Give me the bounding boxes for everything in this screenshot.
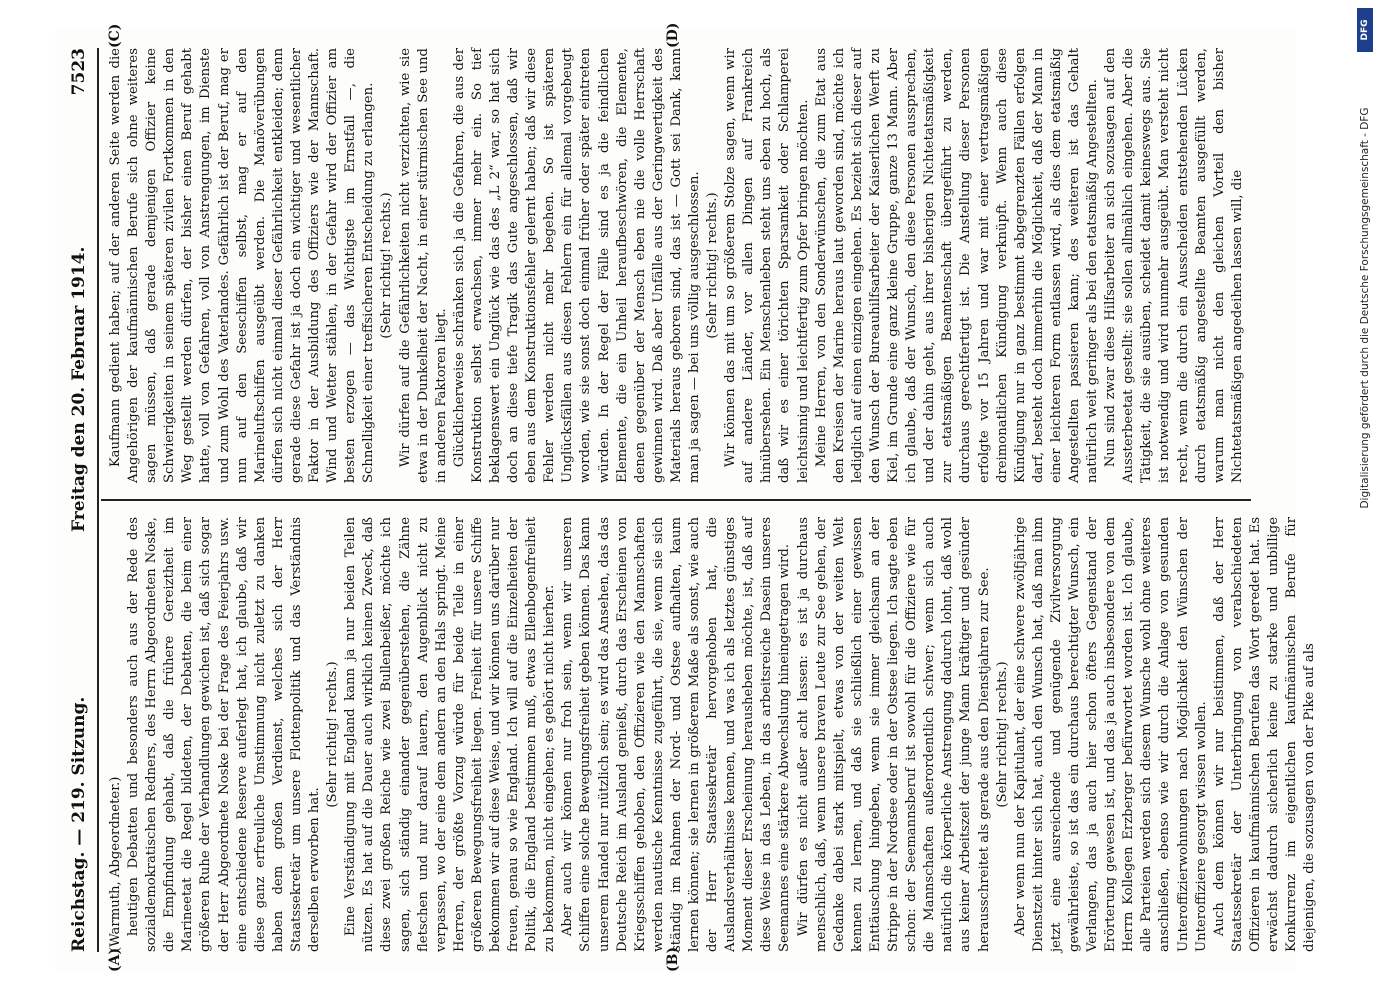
- page-header: [63, 48, 99, 952]
- dfg-logo-badge: [1357, 8, 1373, 52]
- header-date: Freitag den 20. Februar 1914.: [69, 246, 89, 532]
- dfg-logo-text: DFG: [1360, 19, 1370, 41]
- paragraph: Auch dem können wir nur beistimmen, daß der Herr Staatssekretär der Unterbringung von verabschiedeten Offizieren in kaufmännischen Berufen das Wort geredet hat. Es erwächst dadurch sicherlich keine zu starke und unbillige Konkurrenz im eigentlichen kaufmännischen Berufe für diejenigen, die sozusagen von der Pike auf als: [1211, 517, 1318, 952]
- margin-marker-b: (B): [665, 946, 681, 972]
- rotated-newspaper-page: [55, 22, 1318, 972]
- paragraph: heutigen Debatten und besonders auch aus der Rede des sozialdemokratischen Redners, des Herrn Abgeordneten Noske, die Empfindung gehabt, daß die frühere Gereiztheit im Marineetat die Regel bildeten, der Debatten, die beim einer größeren Ruhe der Verhandlungen gewichen ist, daß sich sogar der Herr Abgeordnete Noske bei der Frage des Feierjahrs usw. eine entschiedene Reserve auferlegt hat, ich glaube, daß wir diese ganz erfreuliche Umstimmung nicht zuletzt zu danken haben dem großen Verdienst, welches sich der Herr Staatssekretär um unsere Flottenpolitik und das Verständnis derselben erworben hat.: [126, 517, 323, 952]
- paragraph: Kaufmann gedient haben; auf der anderen Seite werden die Angehörigen der kaufmännischen Berufe sich ohne weiteres sagen müssen, daß gerade demjenigen Offizier keine Schwierigkeiten in seinem späteren zivilen Fortkommen in den Weg gestellt werden dürfen, der bisher einen Beruf gehabt hatte, voll von Gefahren, voll von Anstrengungen, im Dienste und zum Wohl des Vaterlandes. Gefährlich ist der Beruf, mag er nun auf den Seeschiffen selbst, mag er auf den Marineluftschiffen ausgeübt werden. Die Manöverübungen dürfen sich nicht einmal dieser Gefährlichkeit entkleiden; denn gerade diese Gefahr ist ja doch ein wichtiger und wesentlicher Faktor in der Ausbildung des Offiziers wie der Mannschaft. Wind und Wetter stählen, in der Gefahr wird der Offizier am besten erzogen — das Wichtigste im Ernstfall —, die Schnelligkeit einer treffsicheren Entscheidung zu erlangen.: [108, 48, 377, 483]
- page-number: 7523: [69, 48, 89, 96]
- credit-text: Digitalisierung gefördert durch die Deutsche Forschungsgemeinschaft - DFG: [1359, 107, 1371, 509]
- margin-marker-a: (A): [107, 947, 123, 972]
- paragraph: (Warmuth, Abgeordneter.): [108, 776, 123, 952]
- interjection: (Sehr richtig! rechts.): [705, 192, 721, 339]
- header-session: Reichstag. — 219. Sitzung.: [69, 696, 89, 952]
- paragraph: Wir können das mit um so größerem Stolze sagen, wenn wir auf andere Länder, vor allen Dingen auf Frankreich hinübersehen. Ein Menschenleben steht uns eben zu hoch, als daß wir es einer törichten Sparsamkeit oder Schlamperei leichtsinnig und leichtfertig zum Opfer bringen möchten.: [723, 48, 811, 483]
- interjection: (Sehr richtig! rechts.): [994, 661, 1010, 808]
- margin-marker-c: (C): [107, 23, 123, 48]
- interjection: (Sehr richtig! rechts.): [325, 661, 341, 808]
- paragraph: Meine Herren, von den Sonderwünschen, die zum Etat aus den Kreisen der Marine heraus laut geworden sind, möchte ich lediglich auf einen einzigen eingehen. Es bezieht sich dieser auf den Wunsch der Bureauhilfsarbeiter der Kaiserlichen Werft zu Kiel, im Grunde eine ganz kleine Gruppe, ganze 13 Mann. Aber ich glaube, daß der Wunsch, den diese Personen aussprechen, und der dahin geht, aus ihrer bisherigen Nichtetatsmäßigkeit zur etatsmäßigen Beamtenschaft übergeführt zu werden, durchaus gerechtfertigt ist. Die Anstellung dieser Personen erfolgte vor 15 Jahren und war mit einer vertragsmäßigen dreimonatlichen Kündigung verknüpft. Wenn auch diese Kündigung nur in ganz bestimmt abgegrenzten Fällen erfolgen darf, besteht doch immerhin die Möglichkeit, daß der Mann in einer leichteren Form entlassen wird, als dies dem etatsmäßig Angestellten passieren kann; des weiteren ist das Gehalt natürlich weit geringer als bei den etatsmäßig Angestellten.: [813, 48, 1101, 483]
- paragraph: Nun sind zwar diese Hilfsarbeiter an sich sozusagen auf den Aussterbeetat gestellt: sie sollen allmählich eingehen. Aber die Tätigkeit, die sie ausüben, scheidet damit keineswegs aus. Sie ist notwendig und wird nunmehr ausgeübt. Man versteht nicht recht, wenn die durch ein Ausscheiden entstehenden Lücken durch etatsmäßig angestellte Beamten ausgefüllt werden, warum man nicht den gleichen Vorteil den bisher Nichtetatsmäßigen angedeihen lassen will, die: [1103, 48, 1245, 483]
- right-text-column: [107, 48, 1245, 483]
- paragraph: Glücklicherweise schränken sich ja die Gefahren, die aus der Konstruktion selbst erwachsen, immer mehr ein. So tief beklagenswert ein Unglück wie das des „L 2“ war, so hat sich doch an diese tiefe Tragik das Gute angeschlossen, daß wir eben aus dem Konstruktionsfehler gelernt haben; daß wir diese Fehler werden nicht mehr begehen. So ist späteren Unglücksfällen aus diesen Fehlern ein für allemal vorgebeugt worden, wie sie sonst doch einmal früher oder später eintreten würden. In der Regel der Fälle sind es ja die feindlichen Elemente, die ein Unheil heraufbeschwören, die Elemente, denen gegenüber der Mensch eben nie die volle Herrschaft gewinnen wird. Daß aber Unfälle aus der Geringwertigkeit des Materials heraus geboren sind, das ist — Gott sei Dank, kann man ja sagen — bei uns völlig ausgeschlossen.: [451, 48, 702, 483]
- paragraph: Wir dürfen auf die Gefährlichkeiten nicht verzichten, wie sie etwa in der Dunkelheit der Nacht, in einer stürmischen See und in anderen Faktoren liegt.: [397, 48, 449, 483]
- interjection: (Sehr richtig! rechts.): [379, 192, 395, 339]
- column-divider: [101, 499, 1251, 501]
- paragraph: Wir dürfen es nicht außer acht lassen: es ist ja durchaus menschlich, daß, wenn unsere braven Leute zur See gehen, der Gedanke dabei stark mitspielt, etwas von der weiten Welt kennen zu lernen, und daß sie schließlich einer gewissen Enttäuschung hingeben, wenn sie immer gleichsam an der Strippe in der Nordsee oder in der Ostsee liegen. Ich sagte eben schon: der Seemannsberuf ist sowohl für die Offiziere wie für die Mannschaften außerordentlich schwer; wenn sich auch natürlich die körperliche Anstrengung dadurch lohnt, daß wohl aus keiner Arbeitszeit der junge Mann kräftiger und gesünder herausschreitet als gerade aus den Dienstjahren zur See.: [795, 517, 992, 952]
- paragraph: Eine Verständigung mit England kann ja nur beiden Teilen nützen. Es hat auf die Dauer auch wirklich keinen Zweck, daß diese zwei großen Reiche wie zwei Bullenbeißer, möchte ich sagen, sich ständig einander gegenüberstehen, die Zähne fletschen und nur darauf lauern, den Augenblick nicht zu verpassen, wo der eine dem andern an den Hals springt. Meine Herren, der größte Vorzug würde für beide Teile in einer größeren Bewegungsfreiheit liegen. Freiheit für unsere Schiffe bekommen wir auf diese Weise, und wir können uns darüber nur freuen, genau so wie England. Ich will auf die Einzelheiten der Politik, die England bestimmen muß, etwas Ellenbogenfreiheit zu bekommen, nicht eingehen; es gehört nicht hierher.: [343, 517, 558, 952]
- digitization-credit: [1352, 8, 1378, 994]
- paragraph: Aber auch wir können nur froh sein, wenn wir unseren Schiffen eine solche Bewegungsfreiheit geben können. Das kann unserem Handel nur nützlich sein; es wird das Ansehen, das das Deutsche Reich im Ausland genießt, durch das Erscheinen von Kriegsschiffen gehoben, den Offizieren wie den Mannschaften werden nautische Kenntnisse zugeführt, die sie, wenn sie sich ständig im Rahmen der Nord- und Ostsee aufhalten, kaum lernen können; sie lernen in größerem Maße als sonst, wie auch der Herr Staatssekretär hervorgehoben hat, die Auslandsverhältnisse kennen, und was ich als letztes günstiges Moment dieser Erscheinung herausheben möchte, ist, daß auf diese Weise in das Leben, in das arbeitsreiche Dasein unseres Seemannes eine stärkere Abwechslung hineingetragen wird.: [560, 517, 793, 952]
- left-text-column: [107, 517, 1318, 952]
- paragraph: Aber wenn nun der Kapitulant, der eine schwere zwölfjährige Dienstzeit hinter sich hat, auch den Wunsch hat, daß man ihm jetzt eine ausreichende und genügende Zivilversorgung gewährleiste, so ist das ein durchaus berechtigter Wunsch, ein Verlangen, das ja auch hier schon öfters Gegenstand der Erörterung gewesen ist, und das ja auch insbesondere von dem Herrn Kollegen Erzberger befürwortet worden ist. Ich glaube, alle Parteien werden sich diesem Wunsche wohl ohne weiteres anschließen, ebenso wie wir durch die Anlage von gesunden Unteroffizierwohnungen nach Möglichkeit den Wünschen der Unteroffiziere gesorgt wissen wollen.: [1012, 517, 1209, 952]
- margin-marker-d: (D): [665, 22, 681, 48]
